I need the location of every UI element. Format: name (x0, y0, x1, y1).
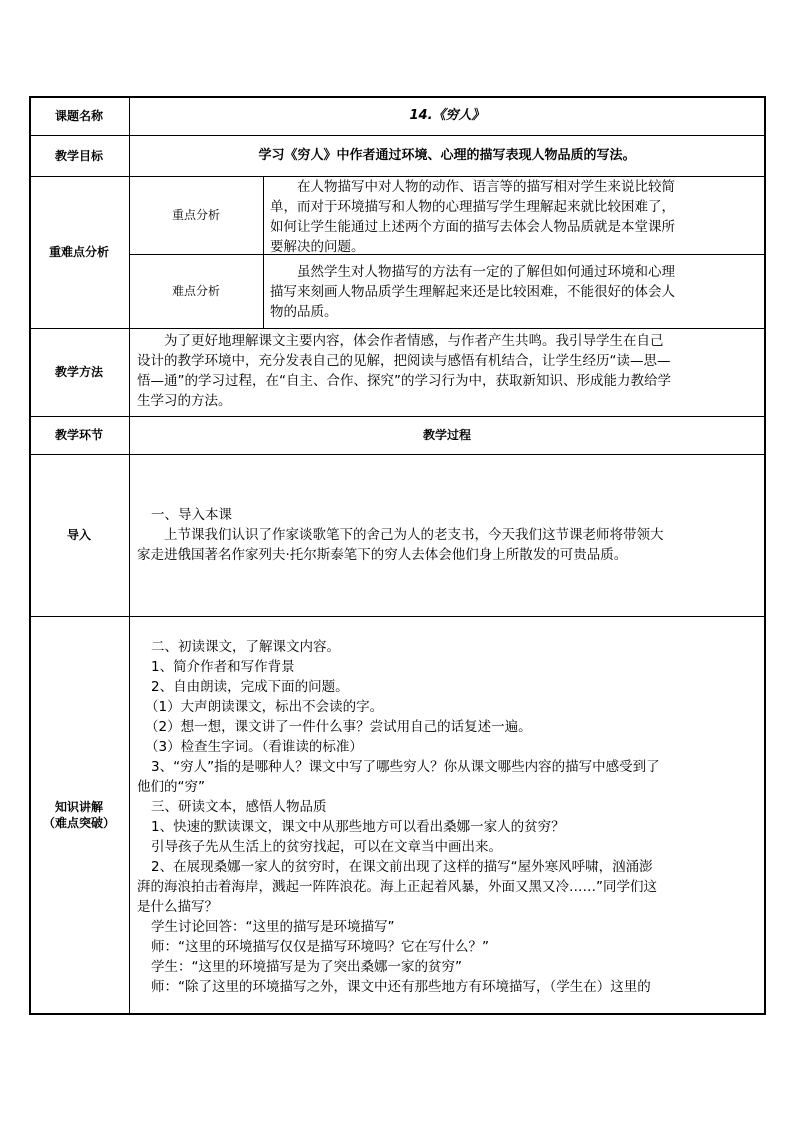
key-point-line: 在人物描写中对人物的动作、语言等的描写相对学生来说比较简 (297, 179, 675, 195)
knowledge-line: 师：“除了这里的环境描写之外，课文中还有那些地方有环境描写，（学生在）这里的 (151, 979, 651, 995)
intro-line: 上节课我们认识了作家谈歌笔下的舍己为人的老支书，今天我们这节课老师将带领大 (164, 527, 664, 543)
process-header: 教学过程 (422, 428, 471, 442)
knowledge-line: 是什么描写？ (137, 899, 218, 915)
method-label: 教学方法 (54, 365, 103, 379)
goal-text: 学习《穷人》中作者通过环境、心理的描写表现人物品质的写法。 (258, 147, 636, 163)
knowledge-line: 学生：“这里的环境描写是为了突出桑娜一家的贫穷” (151, 959, 462, 975)
hard-point-line: 虽然学生对人物描写的方法有一定的了解但如何通过环境和心理 (297, 264, 675, 280)
knowledge-line: 1、快速的默读课文，课文中从那些地方可以看出桑娜一家人的贫穷？ (151, 819, 565, 835)
lesson-title: 14.《穷人》 (409, 107, 485, 123)
knowledge-line: 三、研读文本，感悟人物品质 (151, 799, 327, 815)
method-line: 悟—通”的学习过程，在“自主、合作、探究”的学习行为中，获取新知识、形成能力教给学 (137, 373, 671, 389)
knowledge-label-sub: （难点突破） (42, 815, 115, 830)
intro-text (137, 505, 764, 565)
knowledge-line: 他们的“穷” (137, 779, 205, 795)
knowledge-line: 湃的海浪拍击着海岸，溅起一阵阵浪花。海上正起着风暴，外面又黑又冷……”同学们这 (137, 879, 657, 895)
knowledge-line: （2）想一想，课文讲了一件什么事？尝试用自己的话复述一遍。 (145, 719, 532, 735)
knowledge-label (29, 616, 129, 1013)
method-line: 设计的教学环境中，充分发表自己的见解，把阅读与感悟有机结合，让学生经历“读—思— (137, 353, 671, 369)
method-line: 生学习的方法。 (137, 393, 232, 409)
knowledge-text (137, 637, 764, 997)
knowledge-line: （3）检查生字词。（看谁读的标准） (145, 739, 363, 755)
hard-point-label: 难点分析 (171, 284, 220, 298)
knowledge-line: 学生讨论回答：“这里的描写是环境描写” (151, 919, 395, 935)
difficulty-label: 重难点分析 (48, 245, 109, 259)
key-point-line: 如何让学生能通过上述两个方面的描写去体会人物品质就是本堂课所 (270, 219, 675, 235)
key-point-label: 重点分析 (171, 208, 220, 222)
hard-point-text (270, 262, 764, 322)
knowledge-line: 师：“这里的环境描写仅仅是描写环境吗？它在写什么？” (151, 939, 489, 955)
knowledge-line: 3、“穷人”指的是哪种人？课文中写了哪些穷人？你从课文哪些内容的描写中感受到了 (151, 759, 660, 775)
key-point-line: 要解决的问题。 (270, 239, 365, 255)
intro-label: 导入 (66, 528, 91, 542)
goal-label: 教学目标 (54, 148, 103, 163)
knowledge-line: 引导孩子先从生活上的贫穷找起，可以在文章当中画出来。 (151, 839, 502, 855)
hard-point-line: 描写来刻画人物品质学生理解起来还是比较困难，不能很好的体会人 (270, 284, 675, 300)
method-line: 为了更好地理解课文主要内容，体会作者情感，与作者产生共鸣。我引导学生在自己 (164, 333, 664, 349)
knowledge-line: （1）大声朗读课文，标出不会读的字。 (145, 699, 384, 715)
knowledge-line: 2、自由朗读，完成下面的问题。 (151, 679, 349, 695)
lesson-plan-table (29, 96, 766, 1015)
knowledge-line: 二、初读课文，了解课文内容。 (151, 639, 340, 655)
hard-point-line: 物的品质。 (270, 304, 338, 320)
knowledge-line: 1、简介作者和写作背景 (151, 659, 295, 675)
knowledge-line: 2、在展现桑娜一家人的贫穷时，在课文前出现了这样的描写“屋外寒风呼啸，汹涌澎 (151, 859, 653, 875)
method-text (137, 331, 764, 411)
intro-line: 家走进俄国著名作家列夫·托尔斯泰笔下的穷人去体会他们身上所散发的可贵品质。 (137, 547, 628, 563)
key-point-text (270, 177, 764, 257)
knowledge-label-main: 知识讲解 (54, 799, 103, 814)
stage-header: 教学环节 (54, 428, 103, 442)
intro-line: 一、导入本课 (151, 507, 232, 523)
key-point-line: 单，而对于环境描写和人物的心理描写学生理解起来就比较困难了， (270, 199, 675, 215)
title-label: 课题名称 (54, 108, 103, 123)
